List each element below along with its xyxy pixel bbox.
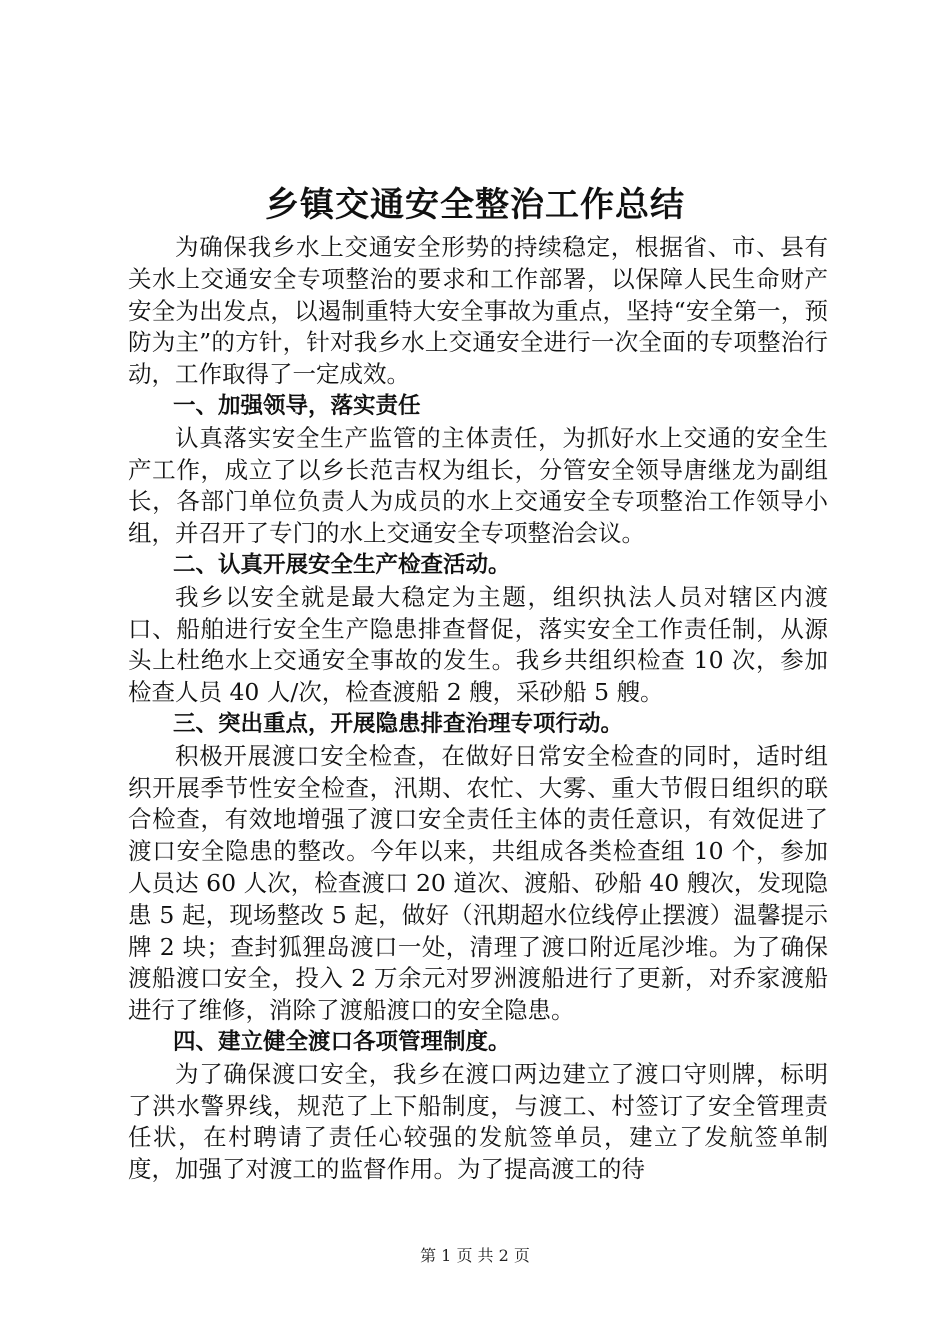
section-paragraph-4: 为了确保渡口安全，我乡在渡口两边建立了渡口守则牌，标明了洪水警界线，规范了上下船制度，与渡工、村签订了安全管理责任状，在村聘请了责任心较强的发航签单员，建立了发航签单制度，加强了对渡工的监督作用。为了提高渡工的待 <box>128 1059 828 1184</box>
document-body <box>128 232 828 1186</box>
section-paragraph-3: 积极开展渡口安全检查，在做好日常安全检查的同时，适时组织开展季节性安全检查，汛期、农忙、大雾、重大节假日组织的联合检查，有效地增强了渡口安全责任主体的责任意识，有效促进了渡口安全隐患的整改。今年以来，共组成各类检查组 10 个，参加人员达 60 人次，检查渡口 20 道次、渡船、砂船 40 艘次，发现隐患 5 起，现场整改 5 起，做好（汛期超水位线停止摆渡）温馨提示牌 2 块；查封狐狸岛渡口一处，清理了渡口附近尾沙堆。为了确保渡船渡口安全，投入 2 万余元对罗洲渡船进行了更新，对乔家渡船进行了维修，消除了渡船渡口的安全隐患。 <box>128 741 828 1025</box>
section-heading-3: 三、突出重点，开展隐患排查治理专项行动。 <box>173 710 624 737</box>
section-paragraph-2: 我乡以安全就是最大稳定为主题，组织执法人员对辖区内渡口、船舶进行安全生产隐患排查督促，落实安全工作责任制，从源头上杜绝水上交通安全事故的发生。我乡共组织检查 10 次，参加检查人员 40 人/次，检查渡船 2 艘，采砂船 5 艘。 <box>128 582 828 707</box>
section-heading-2: 二、认真开展安全生产检查活动。 <box>173 551 511 578</box>
intro-paragraph: 为确保我乡水上交通安全形势的持续稳定，根据省、市、县有关水上交通安全专项整治的要求和工作部署，以保障人民生命财产安全为出发点，以遏制重特大安全事故为重点，坚持“安全第一，预防为主”的方针，针对我乡水上交通安全进行一次全面的专项整治行动，工作取得了一定成效。 <box>128 233 828 389</box>
section-paragraph-1: 认真落实安全生产监管的主体责任，为抓好水上交通的安全生产工作，成立了以乡长范吉权为组长，分管安全领导唐继龙为副组长，各部门单位负责人为成员的水上交通安全专项整治工作领导小组，并召开了专门的水上交通安全专项整治会议。 <box>128 423 828 548</box>
page-number-footer: 第 1 页 共 2 页 <box>420 1246 530 1265</box>
document-title: 乡镇交通安全整治工作总结 <box>265 185 685 225</box>
section-heading-1: 一、加强领导，落实责任 <box>173 392 421 419</box>
section-heading-4: 四、建立健全渡口各项管理制度。 <box>173 1028 511 1055</box>
